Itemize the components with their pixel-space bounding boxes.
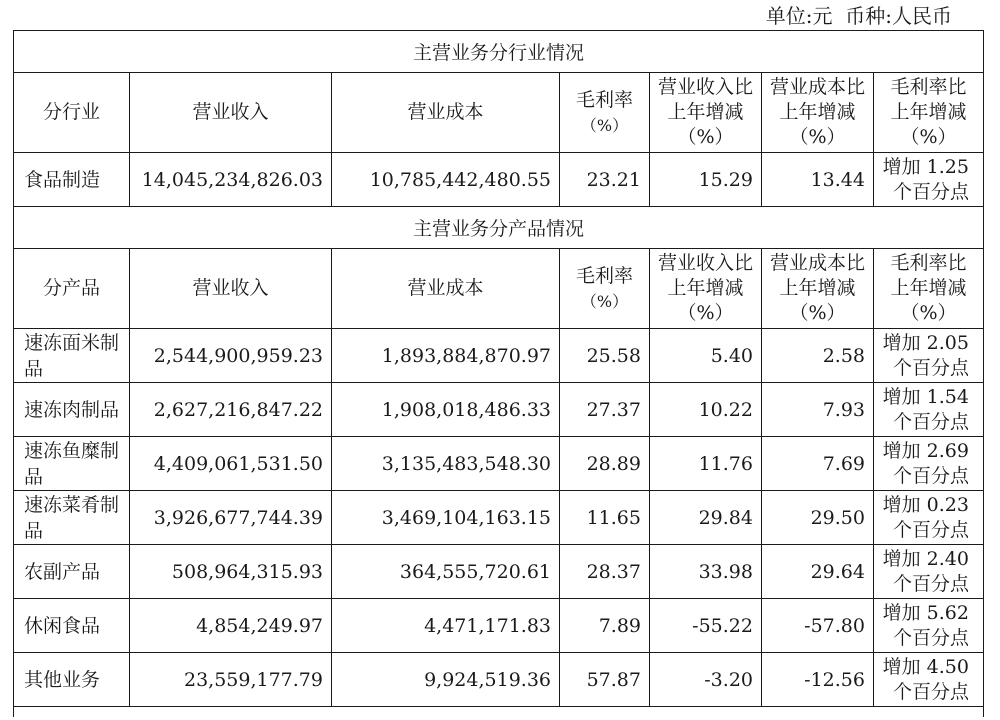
table-continuation-cell (14, 707, 984, 717)
cell-rev-change: 11.76 (650, 437, 762, 491)
section-title-product: 主营业务分产品情况 (14, 207, 984, 249)
header-cost-change: 营业成本比上年增减（%） (762, 73, 874, 153)
cell-margin-change (874, 329, 984, 383)
cell-margin-change (874, 491, 984, 545)
margin-change-line2: 个百分点 (892, 464, 969, 487)
cell-margin-change (874, 383, 984, 437)
cell-cost: 10,785,442,480.55 (332, 153, 560, 207)
margin-change-line1: 增加 4.50 (882, 655, 969, 678)
cell-margin-change (874, 545, 984, 599)
header-cost: 营业成本 (332, 73, 560, 153)
cell-rev-change: 10.22 (650, 383, 762, 437)
cell-revenue: 508,964,315.93 (130, 545, 332, 599)
cell-margin: 25.58 (560, 329, 650, 383)
header-revenue: 营业收入 (130, 249, 332, 329)
cell-cost-change: -12.56 (762, 653, 874, 707)
header-margin-change: 毛利率比上年增减（%） (874, 249, 984, 329)
cell-cost: 3,135,483,548.30 (332, 437, 560, 491)
margin-change-line1: 增加 0.23 (882, 493, 969, 516)
header-margin-unit: （%） (580, 115, 629, 135)
cell-cost-change: 7.69 (762, 437, 874, 491)
cell-rev-change: 33.98 (650, 545, 762, 599)
cell-cost-change: 29.50 (762, 491, 874, 545)
unit-currency-note: 单位:元 币种:人民币 (765, 4, 952, 28)
margin-change-line1: 增加 1.54 (882, 385, 969, 408)
cell-rev-change: 5.40 (650, 329, 762, 383)
cell-revenue: 4,854,249.97 (130, 599, 332, 653)
cell-cost-change: 29.64 (762, 545, 874, 599)
margin-change-line1: 增加 1.25 (882, 155, 969, 178)
cell-revenue: 2,627,216,847.22 (130, 383, 332, 437)
cell-margin-change (874, 153, 984, 207)
table-row (14, 383, 984, 437)
margin-change-line2: 个百分点 (892, 572, 969, 595)
cell-cost: 3,469,104,163.15 (332, 491, 560, 545)
header-row-product (14, 249, 984, 329)
header-row-industry (14, 73, 984, 153)
table-row (14, 491, 984, 545)
header-cost-change: 营业成本比上年增减（%） (762, 249, 874, 329)
row-name: 速冻肉制品 (14, 383, 130, 437)
header-margin (560, 249, 650, 329)
row-name: 农副产品 (14, 545, 130, 599)
row-name: 休闲食品 (14, 599, 130, 653)
header-margin-label: 毛利率 (575, 264, 633, 287)
cell-margin-change (874, 437, 984, 491)
margin-change-line1: 增加 5.62 (882, 601, 969, 624)
cell-cost-change: 7.93 (762, 383, 874, 437)
cell-revenue: 14,045,234,826.03 (130, 153, 332, 207)
row-name: 速冻面米制品 (14, 329, 130, 383)
section-row-industry (14, 31, 984, 73)
row-name: 速冻鱼糜制品 (14, 437, 130, 491)
cell-cost: 364,555,720.61 (332, 545, 560, 599)
cell-rev-change: 29.84 (650, 491, 762, 545)
row-name: 其他业务 (14, 653, 130, 707)
header-margin-change: 毛利率比上年增减（%） (874, 73, 984, 153)
row-name: 食品制造 (14, 153, 130, 207)
cell-margin: 28.89 (560, 437, 650, 491)
margin-change-line2: 个百分点 (892, 626, 969, 649)
table-row (14, 437, 984, 491)
cell-rev-change: -55.22 (650, 599, 762, 653)
margin-change-line2: 个百分点 (892, 680, 969, 703)
table-row (14, 545, 984, 599)
cell-revenue: 23,559,177.79 (130, 653, 332, 707)
cell-cost-change: 2.58 (762, 329, 874, 383)
cell-cost-change: -57.80 (762, 599, 874, 653)
cell-cost: 4,471,171.83 (332, 599, 560, 653)
header-margin (560, 73, 650, 153)
cell-cost-change: 13.44 (762, 153, 874, 207)
table-row (14, 599, 984, 653)
cell-cost: 1,893,884,870.97 (332, 329, 560, 383)
margin-change-line1: 增加 2.05 (882, 331, 969, 354)
cell-rev-change: -3.20 (650, 653, 762, 707)
header-revenue: 营业收入 (130, 73, 332, 153)
table-row (14, 329, 984, 383)
cell-margin: 23.21 (560, 153, 650, 207)
cell-cost: 1,908,018,486.33 (332, 383, 560, 437)
cell-cost: 9,924,519.36 (332, 653, 560, 707)
header-cost: 营业成本 (332, 249, 560, 329)
margin-change-line2: 个百分点 (892, 180, 969, 203)
cell-margin: 11.65 (560, 491, 650, 545)
cell-revenue: 3,926,677,744.39 (130, 491, 332, 545)
cell-margin-change (874, 653, 984, 707)
margin-change-line2: 个百分点 (892, 518, 969, 541)
cell-revenue: 2,544,900,959.23 (130, 329, 332, 383)
header-margin-unit: （%） (580, 291, 629, 311)
section-title-industry: 主营业务分行业情况 (14, 31, 984, 73)
margin-change-line2: 个百分点 (892, 410, 969, 433)
cell-margin: 57.87 (560, 653, 650, 707)
table-continuation-row (14, 707, 984, 717)
header-product: 分产品 (14, 249, 130, 329)
cell-margin: 7.89 (560, 599, 650, 653)
section-row-product (14, 207, 984, 249)
row-name: 速冻菜肴制品 (14, 491, 130, 545)
table-row (14, 653, 984, 707)
header-rev-change: 营业收入比上年增减（%） (650, 73, 762, 153)
main-business-table (13, 30, 984, 717)
cell-revenue: 4,409,061,531.50 (130, 437, 332, 491)
margin-change-line1: 增加 2.40 (882, 547, 969, 570)
margin-change-line2: 个百分点 (892, 356, 969, 379)
table-row (14, 153, 984, 207)
cell-margin: 27.37 (560, 383, 650, 437)
cell-margin: 28.37 (560, 545, 650, 599)
header-industry: 分行业 (14, 73, 130, 153)
header-margin-label: 毛利率 (575, 88, 633, 111)
cell-rev-change: 15.29 (650, 153, 762, 207)
cell-margin-change (874, 599, 984, 653)
margin-change-line1: 增加 2.69 (882, 439, 969, 462)
header-rev-change: 营业收入比上年增减（%） (650, 249, 762, 329)
